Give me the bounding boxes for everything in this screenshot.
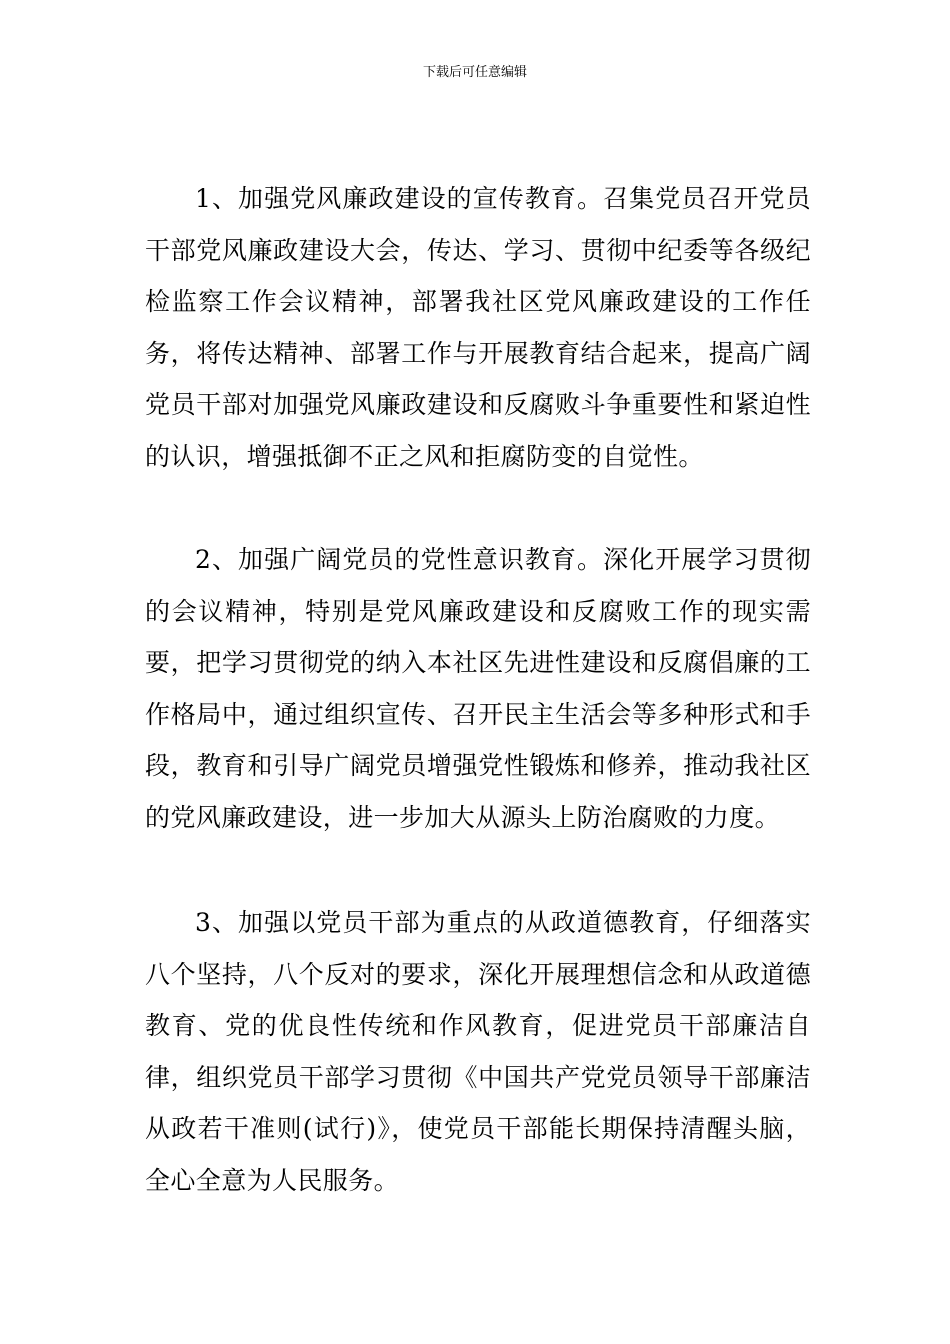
paragraph-1: 1、加强党风廉政建设的宣传教育。召集党员召开党员干部党风廉政建设大会，传达、学习、贯彻中纪委等各级纪检监察工作会议精神，部署我社区党风廉政建设的工作任务，将传达精神、部署工作与开展教育结合起来，提高广阔党员干部对加强党风廉政建设和反腐败斗争重要性和紧迫性的认识，增强抵御不正之风和拒腐防变的自觉性。 — [145, 184, 811, 471]
paragraph-2: 2、加强广阔党员的党性意识教育。深化开展学习贯彻的会议精神，特别是党风廉政建设和反腐败工作的现实需要，把学习贯彻党的纳入本社区先进性建设和反腐倡廉的工作格局中，通过组织宣传、召开民主生活会等多种形式和手段，教育和引导广阔党员增强党性锻炼和修养，推动我社区的党风廉政建设，进一步加大从源头上防治腐败的力度。 — [145, 545, 811, 832]
document-body — [145, 173, 811, 1206]
page-header: 下载后可任意编辑 — [422, 65, 527, 80]
paragraph-3: 3、加强以党员干部为重点的从政道德教育，仔细落实八个坚持，八个反对的要求，深化开展理想信念和从政道德教育、党的优良性传统和作风教育，促进党员干部廉洁自律，组织党员干部学习贯彻《中国共产党党员领导干部廉洁从政若干准则(试行)》，使党员干部能长期保持清醒头脑，全心全意为人民服务。 — [145, 908, 811, 1195]
